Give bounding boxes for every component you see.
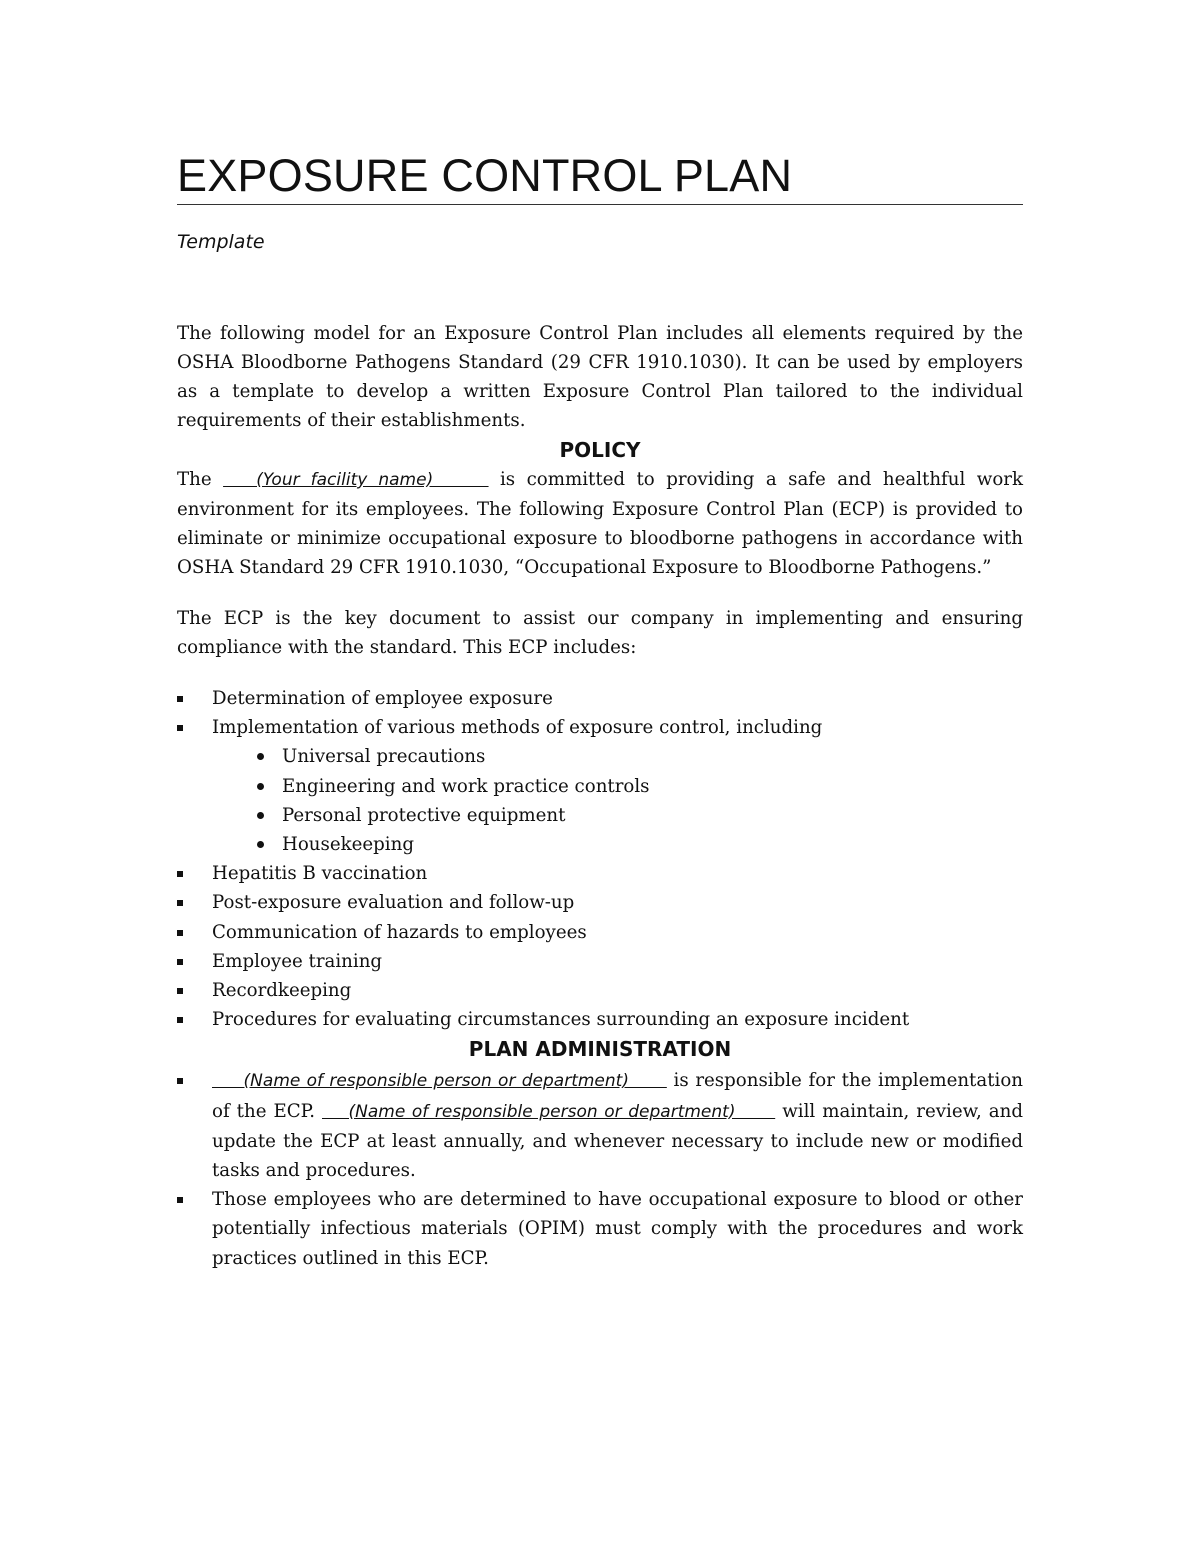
plan-administration-heading: PLAN ADMINISTRATION — [468, 1037, 732, 1062]
list-item — [177, 1005, 1023, 1034]
policy-p1-prefix: The — [177, 469, 224, 490]
document-subtitle: Template — [177, 231, 265, 253]
ecp-includes-list — [177, 684, 1023, 1034]
list-item-text: Those employees who are determined to have occupational exposure to blood or other potentially infectious materials (OPIM) must comply with the procedures and work practices outlined in this ECP. — [212, 1189, 1023, 1269]
square-bullet-icon — [177, 1017, 183, 1023]
square-bullet-icon — [177, 900, 183, 906]
list-item — [177, 976, 1023, 1005]
sublist-item-text: Engineering and work practice controls — [282, 775, 650, 797]
list-item — [177, 888, 1023, 917]
list-item-text: Determination of employee exposure — [212, 688, 553, 709]
square-bullet-icon — [177, 1197, 183, 1203]
sublist-item — [212, 772, 1023, 801]
list-item-text: Employee training — [212, 950, 383, 972]
sublist-item — [212, 830, 1023, 859]
sublist-item — [212, 801, 1023, 830]
round-bullet-icon — [257, 783, 264, 790]
policy-paragraph-1 — [177, 465, 1023, 582]
square-bullet-icon — [177, 1078, 183, 1084]
list-item — [177, 684, 1023, 713]
policy-p1-suffix: is committed to providing a safe and healthful work environment for its employees. The following Exposure Control Plan (ECP) is provided to eliminate or minimize occupational exposure to bloodborne pathogens in accordance with OSHA Standard 29 CFR 1910.1030, “Occupational Exposure to Bloodborne Pathogens.” — [177, 469, 1023, 578]
responsible-person-blank: (Name of responsible person or department) — [322, 1101, 776, 1122]
policy-heading: POLICY — [559, 438, 641, 462]
list-item-text: Post-exposure evaluation and follow-up — [212, 892, 575, 914]
list-item-text: will maintain, review, and update the ECP at least annually, and whenever necessary to include new or modified tasks and procedures. — [212, 1100, 1024, 1182]
document-title: EXPOSURE CONTROL PLAN — [177, 148, 1023, 205]
list-item — [177, 859, 1023, 888]
list-item-text: is responsible for the implementation of the ECP. — [212, 1070, 1023, 1122]
list-item-text: Procedures for evaluating circumstances surrounding an exposure incident — [212, 1009, 910, 1031]
round-bullet-icon — [257, 753, 264, 760]
list-item-text: Implementation of various methods of exposure control, including — [212, 717, 823, 739]
facility-name-blank: (Your facility name) — [223, 470, 489, 490]
plan-administration-list — [177, 1066, 1023, 1272]
list-item — [177, 918, 1023, 947]
list-item-text: Hepatitis B vaccination — [212, 863, 428, 885]
sublist-item — [212, 742, 1023, 771]
list-item-text: Communication of hazards to employees — [212, 921, 587, 943]
square-bullet-icon — [177, 871, 183, 877]
list-item — [177, 1066, 1023, 1185]
exposure-control-sublist — [212, 742, 1023, 859]
responsible-person-blank: (Name of responsible person or department) — [212, 1071, 667, 1092]
sublist-item-text: Universal precautions — [282, 746, 486, 768]
square-bullet-icon — [177, 696, 183, 702]
square-bullet-icon — [177, 725, 183, 731]
list-item — [177, 1185, 1023, 1273]
square-bullet-icon — [177, 930, 183, 936]
sublist-item-text: Personal protective equipment — [282, 804, 566, 826]
policy-paragraph-2: The ECP is the key document to assist our company in implementing and ensuring compliance with the standard. This ECP includes: — [177, 608, 1023, 658]
square-bullet-icon — [177, 988, 183, 994]
list-item-text: Recordkeeping — [212, 980, 352, 1002]
round-bullet-icon — [257, 841, 264, 848]
list-item — [177, 713, 1023, 859]
round-bullet-icon — [257, 812, 264, 819]
square-bullet-icon — [177, 959, 183, 965]
sublist-item-text: Housekeeping — [282, 834, 414, 856]
intro-paragraph: The following model for an Exposure Control Plan includes all elements required by the OSHA Bloodborne Pathogens Standard (29 CFR 1910.1030). It can be used by employers as a template to develop a written Exposure Control Plan tailored to the individual requirements of their establishments. — [177, 323, 1023, 431]
document-page — [177, 148, 1023, 1273]
list-item — [177, 947, 1023, 976]
